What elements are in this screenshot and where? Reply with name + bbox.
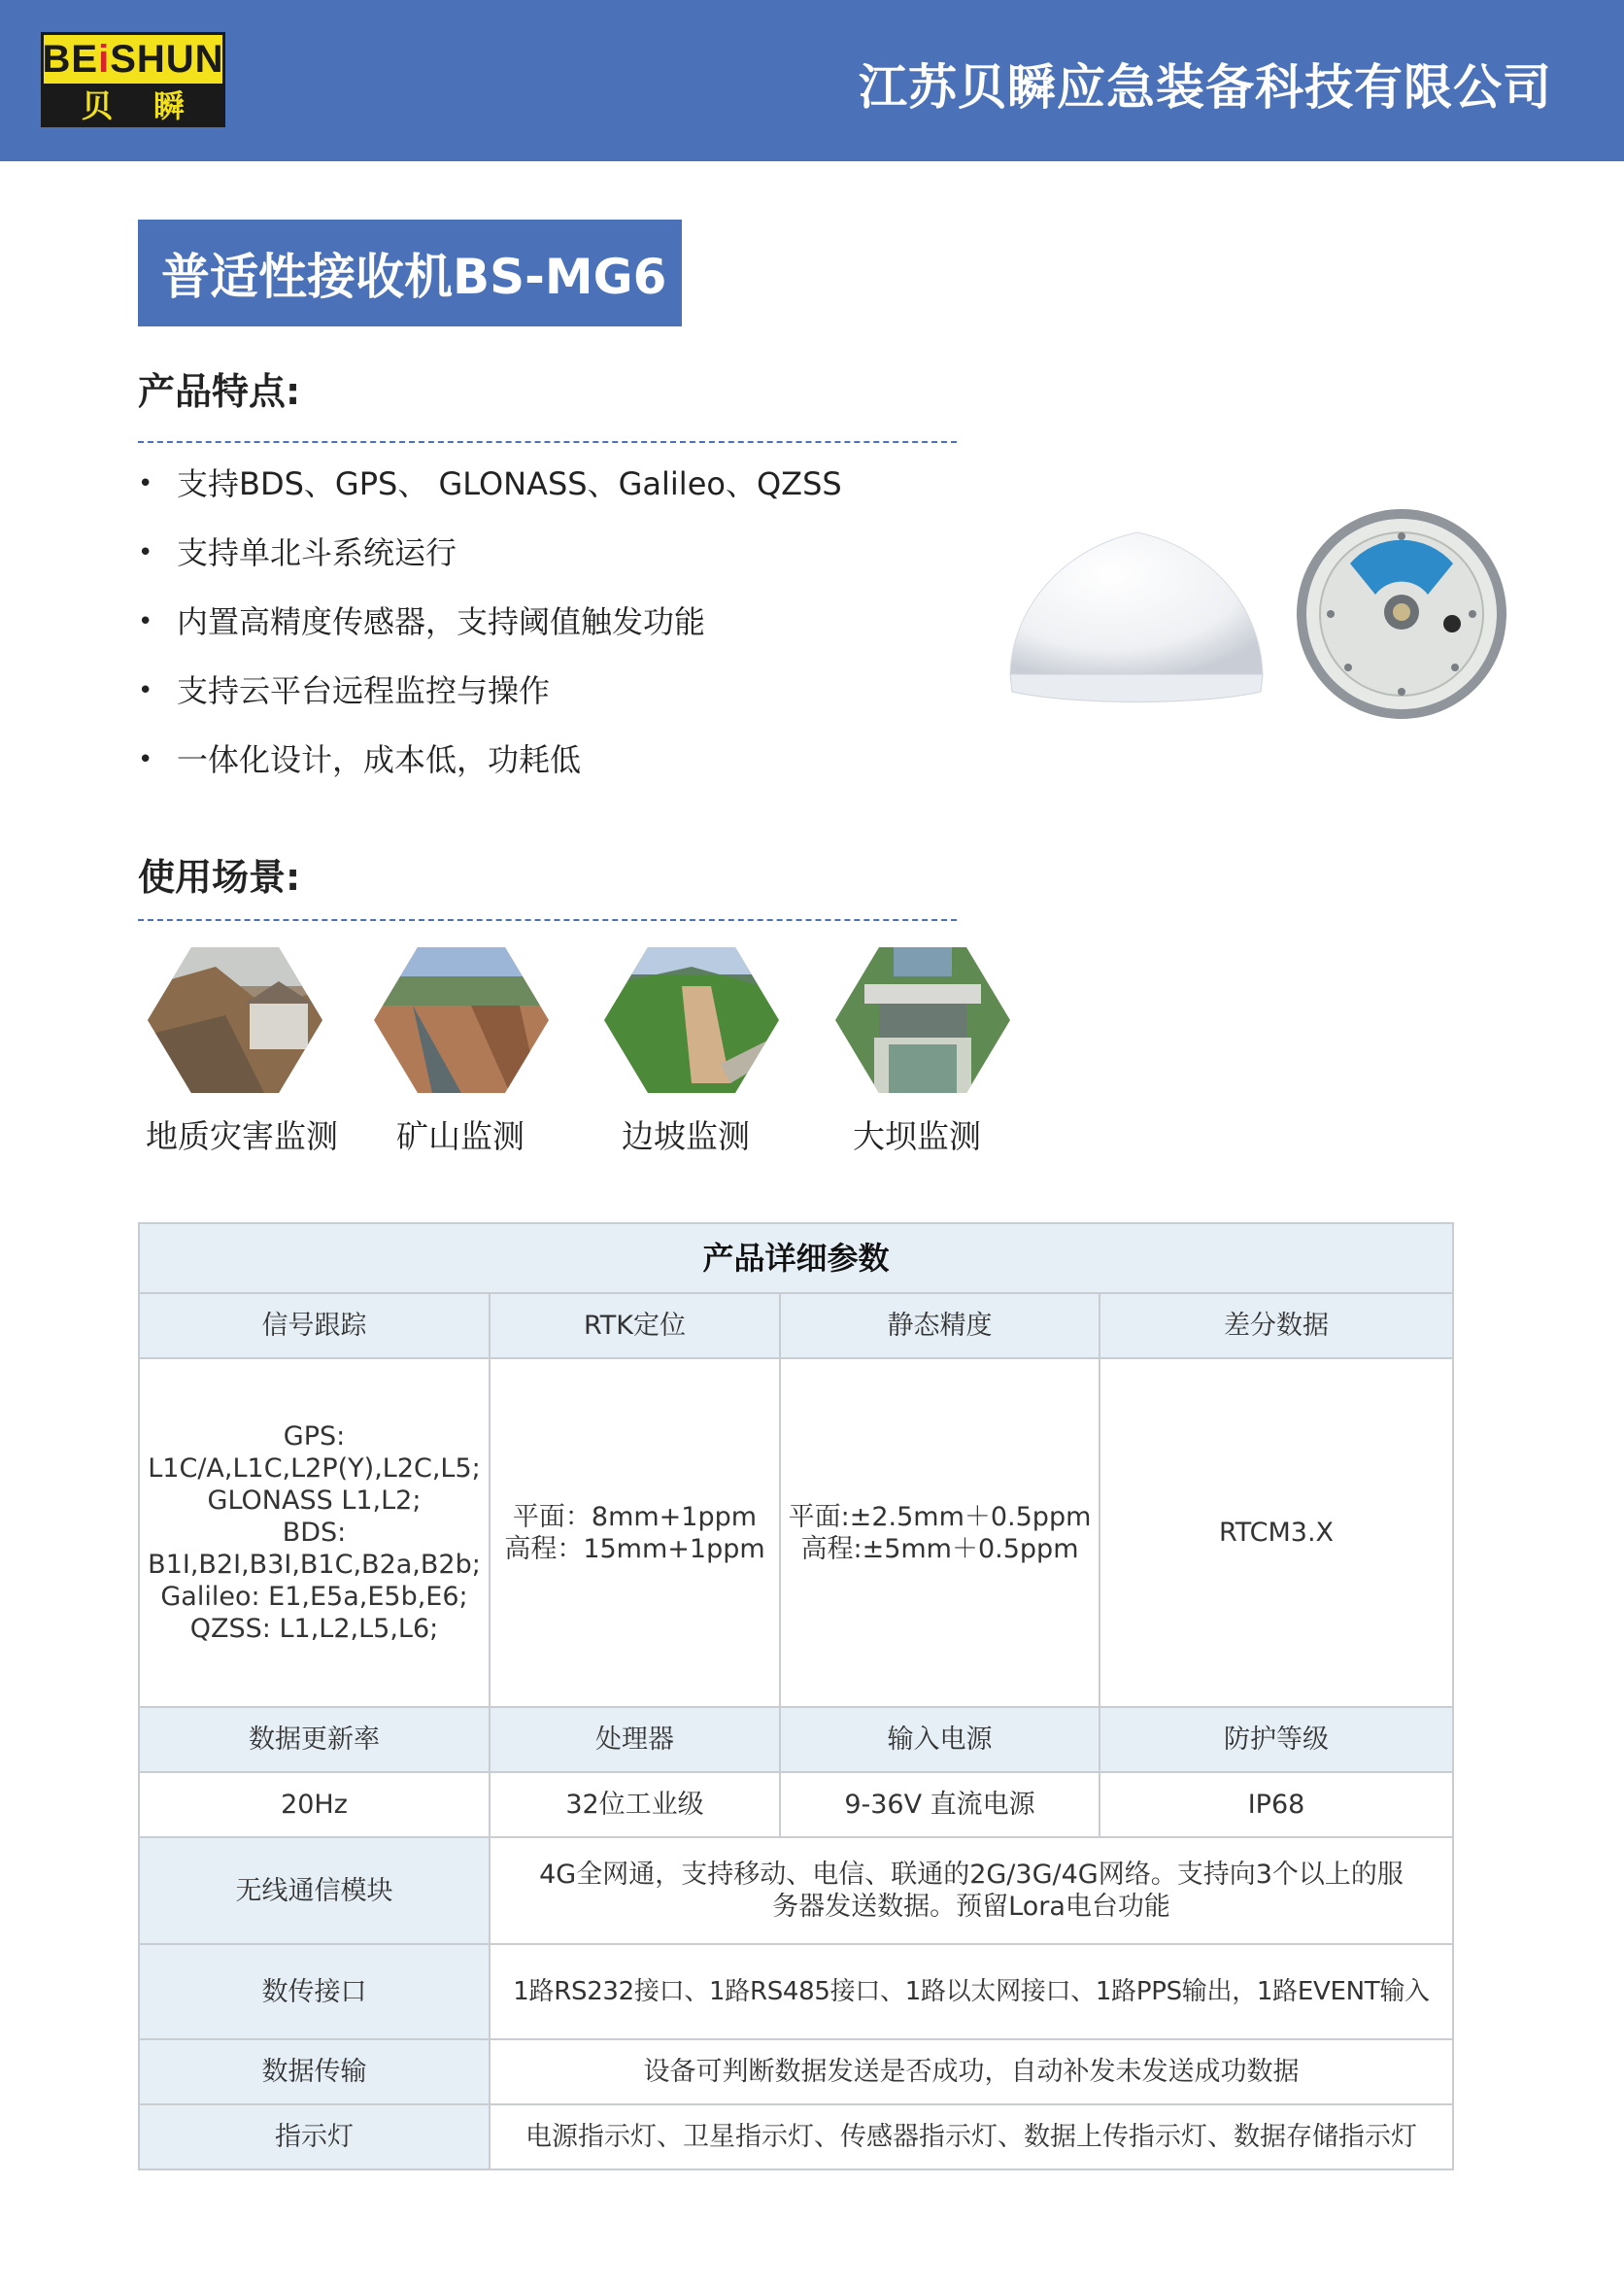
slope-scene-image [604,947,779,1093]
logo-accent-letter: i [98,37,111,81]
mine-scene-image [374,947,549,1093]
indicator-cell: 电源指示灯、卫星指示灯、传感器指示灯、数据上传指示灯、数据存储指示灯 [490,2104,1453,2169]
wireless-line: 4G全网通，支持移动、电信、联通的2G/3G/4G网络。支持向3个以上的服 [539,1860,1404,1890]
scenarios-heading: 使用场景: [138,856,301,899]
value-cell: 20Hz [139,1772,490,1837]
table-row [139,1944,1453,2039]
header-cell: 差分数据 [1100,1293,1453,1358]
header-cell: RTK定位 [490,1293,780,1358]
value-cell: IP68 [1100,1772,1453,1837]
table-caption-row [139,1223,1453,1293]
rtk-cell [490,1358,780,1707]
scenarios-divider [138,919,957,921]
list-item: • 支持云平台远程监控与操作 [138,672,551,709]
page-header [0,0,1624,161]
header-cell: 防护等级 [1100,1707,1453,1772]
logo-char-2: 瞬 [152,87,185,124]
signal-line: GLONASS L1,L2; [207,1485,422,1516]
table-row [139,1358,1453,1707]
list-item: • 一体化设计，成本低，功耗低 [138,741,582,778]
row-label: 数据传输 [139,2039,490,2104]
table-row [139,2039,1453,2104]
value-cell: 32位工业级 [490,1772,780,1837]
features-divider [138,441,957,443]
table-row [139,2104,1453,2169]
signal-line: QZSS: L1,L2,L5,L6; [189,1614,439,1644]
list-item: • 支持单北斗系统运行 [138,534,457,571]
value-cell: 9-36V 直流电源 [780,1772,1100,1837]
transmission-cell: 设备可判断数据发送是否成功，自动补发未发送成功数据 [490,2039,1453,2104]
table-header-row [139,1707,1453,1772]
signal-line: Galileo: E1,E5a,E5b,E6; [160,1582,468,1612]
header-cell: 处理器 [490,1707,780,1772]
header-cell: 静态精度 [780,1293,1100,1358]
company-name: 江苏贝瞬应急装备科技有限公司 [859,59,1552,116]
scenario-label-mine: 矿山监测 [396,1117,524,1155]
row-label: 指示灯 [139,2104,490,2169]
scenario-label-geohazard: 地质灾害监测 [146,1117,338,1155]
port-cell: 1路RS232接口、1路RS485接口、1路以太网接口、1路PPS输出，1路EVENT输入 [490,1944,1453,2039]
params-table [138,1222,1454,2170]
table-row [139,1772,1453,1837]
wireless-line: 务器发送数据。预留Lora电台功能 [772,1892,1170,1922]
scenario-label-slope: 边坡监测 [622,1117,750,1155]
header-cell: 信号跟踪 [139,1293,490,1358]
list-item: • 内置高精度传感器，支持阈值触发功能 [138,603,706,640]
logo-char-1: 贝 [81,87,113,124]
receiver-base-image [1292,507,1511,721]
row-label: 数传接口 [139,1944,490,2039]
rtk-line: 高程：15mm+1ppm [504,1533,765,1564]
static-line: 高程:±5mm＋0.5ppm [800,1533,1079,1564]
receiver-dome-image [1006,519,1269,713]
table-row [139,1837,1453,1944]
signal-tracking-cell [139,1358,490,1707]
header-cell: 输入电源 [780,1707,1100,1772]
features-heading: 产品特点: [138,370,301,413]
table-header-row [139,1293,1453,1358]
logo-wordmark: BEiSHUN [42,37,224,81]
signal-line: L1C/A,L1C,L2P(Y),L2C,L5; [148,1453,481,1484]
geohazard-scene-image [148,947,322,1093]
static-precision-cell [780,1358,1100,1707]
diff-data-cell: RTCM3.X [1100,1358,1453,1707]
signal-line: B1I,B2I,B3I,B1C,B2a,B2b; [148,1550,481,1580]
rtk-line: 平面：8mm+1ppm [512,1501,758,1532]
row-label: 无线通信模块 [139,1837,490,1944]
dam-scene-image [835,947,1010,1093]
feature-list [138,464,842,809]
wireless-cell [490,1837,1453,1944]
signal-line: BDS: [282,1518,347,1548]
company-logo [41,32,225,127]
product-title: 普适性接收机BS-MG6 [138,220,682,326]
list-item: • 支持BDS、GPS、 GLONASS、Galileo、QZSS [138,465,842,502]
header-cell: 数据更新率 [139,1707,490,1772]
logo-chinese [44,84,222,124]
static-line: 平面:±2.5mm＋0.5ppm [788,1501,1092,1532]
table-caption: 产品详细参数 [139,1223,1453,1293]
scenario-label-dam: 大坝监测 [853,1117,981,1155]
signal-line: GPS: [283,1421,346,1451]
